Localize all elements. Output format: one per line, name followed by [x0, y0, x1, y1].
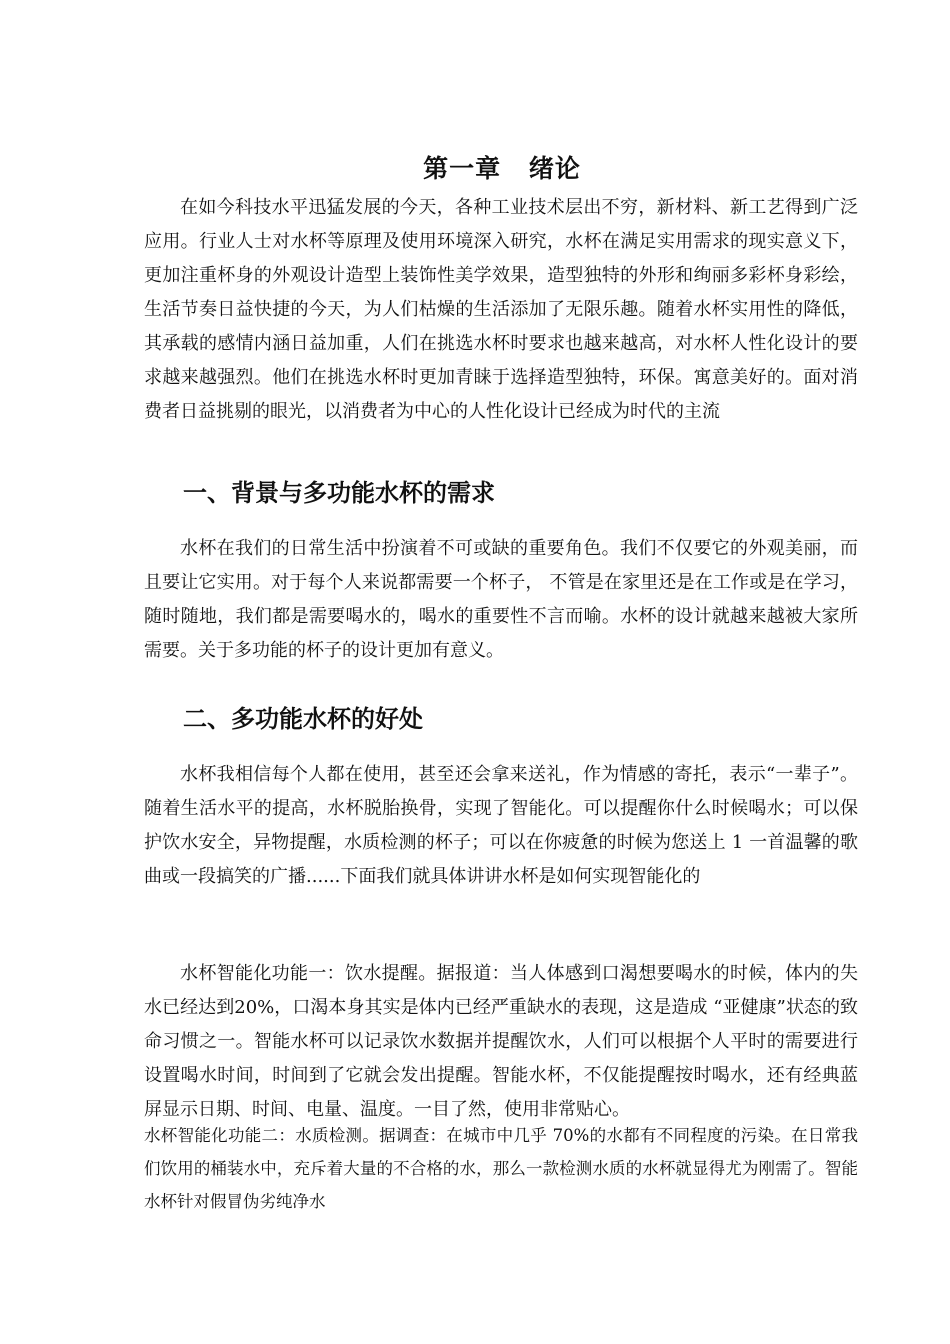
function-one-paragraph: 水杯智能化功能一：饮水提醒。据报道：当人体感到口渴想要喝水的时候，体内的失水已经达到20%，口渴本身其实是体内已经严重缺水的表现，这是造成 “亚健康”状态的致命习惯之一。智能水杯可以记录饮水数据并提醒饮水，人们可以根据个人平时的需要进行设置喝水时间，时间到了它就会发出提醒。智能水杯，不仅能提醒按时喝水，还有经典蓝屏显示日期、时间、电量、温度。一目了然，使用非常贴心。 — [144, 963, 858, 1120]
benefits-paragraph: 水杯我相信每个人都在使用，甚至还会拿来送礼，作为情感的寄托，表示“一辈子”。随着生活水平的提高，水杯脱胎换骨，实现了智能化。可以提醒你什么时候喝水；可以保护饮水安全，异物提醒，水质检测的杯子；可以在你疲惫的时候为您送上 1 一首温馨的歌曲或一段搞笑的广播......下面我们就具体讲讲水杯是如何实现智能化的 — [144, 764, 858, 887]
background-paragraph: 水杯在我们的日常生活中扮演着不可或缺的重要角色。我们不仅要它的外观美丽，而且要让它实用。对于每个人来说都需要一个杯子， 不管是在家里还是在工作或是在学习，随时随地，我们都是需要喝水的，喝水的重要性不言而喻。水杯的设计就越来越被大家所需要。关于多功能的杯子的设计更加有意义。 — [144, 538, 858, 661]
section-title-benefits: 二、多功能水杯的好处 — [183, 704, 423, 733]
function-two-paragraph: 水杯智能化功能二：水质检测。据调查：在城市中几乎 70%的水都有不同程度的污染。在日常我们饮用的桶装水中，充斥着大量的不合格的水，那么一款检测水质的水杯就显得尤为刚需了。智能水杯针对假冒伪劣纯净水 — [144, 1126, 858, 1211]
section-title-background: 一、背景与多功能水杯的需求 — [183, 478, 495, 507]
chapter-title: 第一章 绪论 — [423, 153, 581, 183]
intro-paragraph: 在如今科技水平迅猛发展的今天，各种工业技术层出不穷，新材料、新工艺得到广泛应用。行业人士对水杯等原理及使用环境深入研究，水杯在满足实用需求的现实意义下，更加注重杯身的外观设计造型上装饰性美学效果，造型独特的外形和绚丽多彩杯身彩绘，生活节奏日益快捷的今天，为人们枯燥的生活添加了无限乐趣。随着水杯实用性的降低，其承载的感情内涵日益加重，人们在挑选水杯时要求也越来越高，对水杯人性化设计的要求越来越强烈。他们在挑选水杯时更加青睐于选择造型独特，环保。寓意美好的。面对消费者日益挑剔的眼光，以消费者为中心的人性化设计已经成为时代的主流 — [144, 197, 858, 422]
